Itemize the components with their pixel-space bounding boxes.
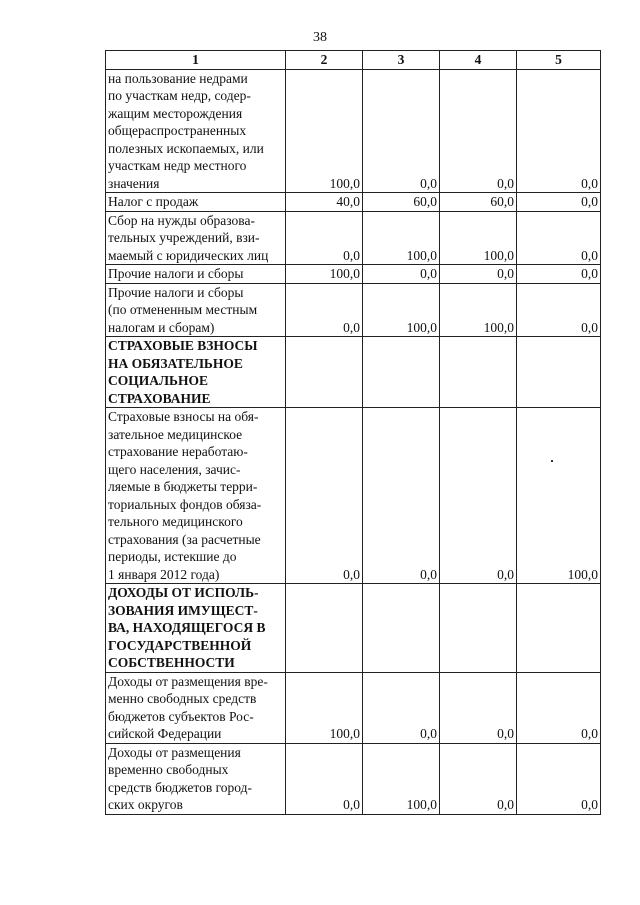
value-cell: 100,0 <box>286 265 363 284</box>
budget-distribution-table <box>105 50 601 815</box>
value-cell: 100,0 <box>363 743 440 814</box>
value-cell: 0,0 <box>517 211 601 265</box>
value-cell: 100,0 <box>440 283 517 337</box>
row-label-text: Доходы от размещения временно свободных средств бюджетов город- ских округов <box>108 744 252 812</box>
value-cell: 0,0 <box>286 743 363 814</box>
row-label-text: СТРАХОВЫЕ ВЗНОСЫ НА ОБЯЗАТЕЛЬНОЕ СОЦИАЛЬНОЕ СТРАХОВАНИЕ <box>108 338 258 406</box>
value-cell <box>440 337 517 408</box>
column-header: 1 <box>106 51 286 70</box>
column-header: 5 <box>517 51 601 70</box>
value-cell: 100,0 <box>286 672 363 743</box>
table-body <box>106 69 601 814</box>
row-label-text: Налог с продаж <box>108 194 199 209</box>
row-label <box>106 672 286 743</box>
page-number: 38 <box>313 30 327 45</box>
value-cell: 40,0 <box>286 193 363 212</box>
value-cell <box>517 337 601 408</box>
value-cell: 0,0 <box>363 672 440 743</box>
row-label <box>106 743 286 814</box>
row-label <box>106 69 286 193</box>
value-cell <box>286 584 363 673</box>
value-cell: 0,0 <box>440 672 517 743</box>
value-cell: 0,0 <box>517 69 601 193</box>
value-cell: 0,0 <box>440 265 517 284</box>
value-cell: 0,0 <box>517 265 601 284</box>
value-cell: 60,0 <box>363 193 440 212</box>
value-cell <box>517 584 601 673</box>
value-cell: 100,0 <box>363 211 440 265</box>
column-header: 3 <box>363 51 440 70</box>
value-cell: 0,0 <box>440 408 517 584</box>
row-label-text: Прочие налоги и сборы (по отмененным местным налогам и сборам) <box>108 284 258 335</box>
section-header-row <box>106 584 601 673</box>
row-label <box>106 211 286 265</box>
table-header-row <box>106 51 601 70</box>
value-cell: 60,0 <box>440 193 517 212</box>
table-row <box>106 743 601 814</box>
value-cell: 0,0 <box>517 193 601 212</box>
value-cell: 0,0 <box>517 672 601 743</box>
table-row <box>106 193 601 212</box>
value-cell: 0,0 <box>286 283 363 337</box>
table-row <box>106 408 601 584</box>
section-header-row <box>106 337 601 408</box>
row-label <box>106 337 286 408</box>
value-cell: 0,0 <box>286 408 363 584</box>
row-label-text: Сбор на нужды образова- тельных учреждений, взи- маемый с юридических лиц <box>108 212 269 263</box>
value-cell: 0,0 <box>363 408 440 584</box>
value-cell: 0,0 <box>440 743 517 814</box>
row-label-text: ДОХОДЫ ОТ ИСПОЛЬ- ЗОВАНИЯ ИМУЩЕСТ- ВА, НАХОДЯЩЕГОСЯ В ГОСУДАРСТВЕННОЙ СОБСТВЕННОСТИ <box>108 585 266 670</box>
value-cell: 100,0 <box>440 211 517 265</box>
table-row <box>106 211 601 265</box>
value-cell: 0,0 <box>440 69 517 193</box>
value-cell: 0,0 <box>517 743 601 814</box>
table-row <box>106 283 601 337</box>
row-label-text: на пользование недрами по участкам недр, содер- жащим месторождения общераспространенных полезных ископаемых, или участкам недр местного значения <box>108 70 264 191</box>
row-label-text: Прочие налоги и сборы <box>108 266 244 281</box>
row-label <box>106 283 286 337</box>
value-cell <box>363 337 440 408</box>
value-cell: 100,0 <box>286 69 363 193</box>
column-header: 2 <box>286 51 363 70</box>
value-cell: 0,0 <box>517 283 601 337</box>
value-cell <box>363 584 440 673</box>
value-cell <box>440 584 517 673</box>
column-header: 4 <box>440 51 517 70</box>
table-row <box>106 69 601 193</box>
value-cell <box>286 337 363 408</box>
table-row <box>106 672 601 743</box>
row-label <box>106 584 286 673</box>
row-label-text: Доходы от размещения вре- менно свободных средств бюджетов субъектов Рос- сийской Федерации <box>108 673 268 741</box>
row-label <box>106 193 286 212</box>
table-row <box>106 265 601 284</box>
value-cell: 0,0 <box>363 265 440 284</box>
value-cell: 100,0 <box>363 283 440 337</box>
row-label <box>106 408 286 584</box>
scan-speck <box>551 460 553 462</box>
row-label <box>106 265 286 284</box>
value-cell: 0,0 <box>363 69 440 193</box>
value-cell: 100,0 <box>517 408 601 584</box>
value-cell: 0,0 <box>286 211 363 265</box>
row-label-text: Страховые взносы на обя- зательное медицинское страхование неработаю- щего населения, зачис- ляемые в бюджеты терри- ториальных фондов обяза- тельного медицинского страхования (за расчетные периоды, истекшие до 1 января 2012 года) <box>108 409 262 582</box>
